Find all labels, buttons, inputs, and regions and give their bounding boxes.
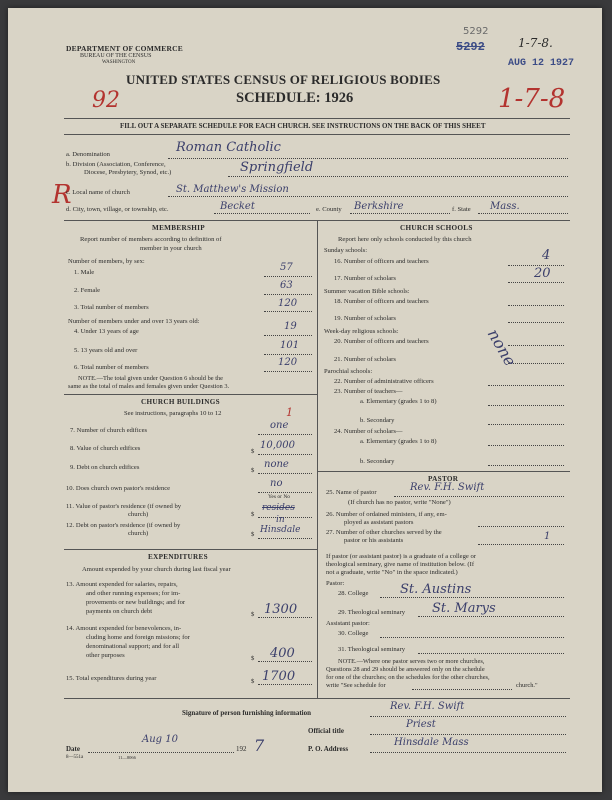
q21: 21. Number of scholars bbox=[334, 356, 396, 363]
q15-dollar: $ bbox=[251, 678, 255, 685]
q9-value: none bbox=[264, 459, 289, 470]
buildings-title: CHURCH BUILDINGS bbox=[141, 398, 220, 406]
q3-value: 120 bbox=[278, 298, 298, 309]
red-number: 92 bbox=[92, 88, 120, 113]
denomination-label: a. Denomination bbox=[66, 151, 110, 158]
county-label: e. County bbox=[316, 206, 342, 213]
q15-total-exp: 15. Total expenditures during year bbox=[66, 675, 157, 682]
q10-own-residence: 10. Does church own pastor's residence bbox=[66, 485, 171, 492]
q27-line2: pastor or his assistants bbox=[344, 537, 404, 544]
q5-over-13: 5. 13 years old and over bbox=[74, 347, 138, 354]
q14-line4: other purposes bbox=[86, 652, 125, 659]
q28-value: St. Austins bbox=[400, 582, 472, 597]
members-by-sex: Number of members, by sex: bbox=[68, 258, 145, 265]
q14-value: 400 bbox=[270, 646, 295, 661]
q2-value: 63 bbox=[280, 280, 293, 291]
q16-value: 4 bbox=[542, 248, 551, 263]
q12-church: church) bbox=[128, 530, 149, 537]
pastor-note-3: for one of the churches; on the schedules for the other churches, bbox=[326, 674, 490, 681]
form-title: UNITED STATES CENSUS OF RELIGIOUS BODIES bbox=[126, 72, 441, 87]
q4-under-13: 4. Under 13 years of age bbox=[74, 328, 139, 335]
assistant-pastor-label: Assistant pastor: bbox=[326, 620, 370, 627]
q9-debt-edifices: 9. Debt on church edifices bbox=[70, 464, 140, 471]
parochial-schools: Parochial schools: bbox=[324, 368, 373, 375]
signature-label: Signature of person furnishing information bbox=[182, 709, 311, 717]
division-value: Springfield bbox=[240, 160, 314, 175]
hand-code-top: 1-7-8. bbox=[518, 36, 553, 50]
q29: 29. Theological seminary bbox=[338, 609, 406, 616]
q13-line3: provements or new buildings; and for bbox=[86, 599, 186, 606]
q8-value: 10,000 bbox=[260, 440, 295, 451]
membership-note-1: NOTE.—The total given under Question 6 should be the bbox=[78, 375, 224, 382]
q14-dollar: $ bbox=[251, 655, 255, 662]
q12-debt-residence: 12. Debt on pastor's residence (if owned by bbox=[66, 522, 181, 529]
q15-value: 1700 bbox=[262, 669, 296, 684]
graduate-note-1: If pastor (or assistant pastor) is a graduate of a college or bbox=[326, 553, 476, 560]
membership-intro-2: member in your church bbox=[140, 245, 202, 252]
buildings-sub: See instructions, paragraphs 10 to 12 bbox=[124, 410, 222, 417]
q23a: a. Elementary (grades 1 to 8) bbox=[360, 398, 437, 405]
summer-schools: Summer vacation Bible schools: bbox=[324, 288, 410, 295]
county-value: Berkshire bbox=[354, 201, 404, 212]
form-number-2: 11—8066 bbox=[118, 755, 136, 760]
yes-or-no-note: Yes or No bbox=[268, 494, 291, 500]
q7-edifices: 7. Number of church edifices bbox=[70, 427, 148, 434]
q12-dollar: $ bbox=[251, 531, 255, 538]
q9-dollar: $ bbox=[251, 467, 255, 474]
q17-value: 20 bbox=[534, 266, 551, 281]
q23b: b. Secondary bbox=[360, 417, 395, 424]
date-value: Aug 10 bbox=[142, 734, 178, 745]
q13-line2: and other running expenses; for im- bbox=[86, 590, 181, 597]
official-title-label: Official title bbox=[308, 727, 344, 735]
q13-value: 1300 bbox=[264, 602, 298, 617]
local-name-label: c. Local name of church bbox=[66, 189, 130, 196]
year-value: 7 bbox=[254, 736, 265, 755]
q20: 20. Number of officers and teachers bbox=[334, 338, 429, 345]
signature-value: Rev. F.H. Swift bbox=[390, 701, 465, 712]
q26-line1: 26. Number of ordained ministers, if any, em- bbox=[326, 511, 447, 518]
instruction-line: FILL OUT A SEPARATE SCHEDULE FOR EACH CHURCH. SEE INSTRUCTIONS ON THE BACK OF THIS SHEET bbox=[120, 122, 486, 130]
address-value: Hinsdale Mass bbox=[394, 737, 469, 748]
sunday-schools: Sunday schools: bbox=[324, 247, 368, 254]
graduate-note-3: not a graduate, write "No" in the space indicated.) bbox=[326, 569, 458, 576]
red-code: 1-7-8 bbox=[498, 84, 566, 114]
q2-female: 2. Female bbox=[74, 287, 101, 294]
q24: 24. Number of scholars— bbox=[334, 428, 403, 435]
division-label: b. Division (Association, Conference, bbox=[66, 161, 166, 168]
pencil-number: 5292 bbox=[463, 26, 489, 37]
q8-dollar: $ bbox=[251, 448, 255, 455]
q28: 28. College bbox=[338, 590, 369, 597]
year-prefix: 192 bbox=[236, 745, 247, 753]
pastor-note-4: write "See schedule for bbox=[326, 682, 386, 689]
bureau-name: BUREAU OF THE CENSUS bbox=[80, 53, 152, 59]
q16: 16. Number of officers and teachers bbox=[334, 258, 429, 265]
q5-value: 101 bbox=[280, 340, 300, 351]
pastor-note-1: NOTE.—Where one pastor serves two or more churches, bbox=[338, 658, 485, 665]
q12-value: Hinsdale bbox=[260, 525, 301, 535]
q14-line1: 14. Amount expended for benevolences, in- bbox=[66, 625, 182, 632]
q11-value-residence: 11. Value of pastor's residence (if owned by bbox=[66, 503, 182, 510]
expenditures-title: EXPENDITURES bbox=[148, 553, 208, 561]
received-date-stamp: AUG 12 1927 bbox=[508, 58, 575, 69]
census-schedule-sheet bbox=[8, 8, 602, 792]
q3-total: 3. Total number of members bbox=[74, 304, 149, 311]
none-scrawl: none bbox=[483, 325, 521, 370]
local-name-value: St. Matthew's Mission bbox=[176, 184, 289, 195]
department-name: DEPARTMENT OF COMMERCE bbox=[66, 44, 183, 53]
city-name: WASHINGTON bbox=[102, 60, 136, 65]
schedule-title: SCHEDULE: 1926 bbox=[236, 90, 354, 106]
q13-line1: 13. Amount expended for salaries, repairs, bbox=[66, 581, 178, 588]
denomination-value: Roman Catholic bbox=[176, 140, 281, 155]
q27-value: 1 bbox=[544, 531, 551, 542]
date-label: Date bbox=[66, 745, 80, 753]
q25: 25. Name of pastor bbox=[326, 489, 377, 496]
q7-value: one bbox=[270, 420, 289, 431]
membership-title: MEMBERSHIP bbox=[152, 224, 205, 232]
q11-church: church) bbox=[128, 511, 149, 518]
city-value: Becket bbox=[220, 201, 255, 212]
official-title-value: Priest bbox=[406, 719, 436, 730]
q22: 22. Number of administrative officers bbox=[334, 378, 434, 385]
membership-intro-1: Report number of members according to definition of bbox=[80, 236, 222, 243]
stamped-number: 5292 bbox=[456, 40, 485, 54]
q7-note: 1 bbox=[286, 406, 293, 419]
expenditures-sub: Amount expended by your church during last fiscal year bbox=[82, 566, 231, 573]
pastor-title: PASTOR bbox=[428, 475, 459, 483]
form-number: 8—551a bbox=[66, 755, 84, 760]
q11-value-cont: in bbox=[276, 515, 285, 525]
schools-title: CHURCH SCHOOLS bbox=[400, 224, 473, 232]
q10-value: no bbox=[270, 478, 283, 489]
q24b: b. Secondary bbox=[360, 458, 395, 465]
q27-line1: 27. Number of other churches served by the bbox=[326, 529, 442, 536]
q1-male: 1. Male bbox=[74, 269, 95, 276]
q23: 23. Number of teachers— bbox=[334, 388, 403, 395]
division-label-2: Diocese, Presbytery, Synod, etc.) bbox=[84, 169, 172, 176]
membership-note-2: same as the total of males and females given under Question 3. bbox=[68, 383, 230, 390]
q13-line4: payments on church debt bbox=[86, 608, 153, 615]
q29-value: St. Marys bbox=[432, 601, 496, 616]
city-label: d. City, town, village, or township, etc. bbox=[66, 206, 169, 213]
q11-value: resides bbox=[262, 503, 295, 513]
q25-note: (If church has no pastor, write "None") bbox=[348, 499, 451, 506]
graduate-note-2: theological seminary, give name of institution below. (If bbox=[326, 561, 475, 568]
q24a: a. Elementary (grades 1 to 8) bbox=[360, 438, 437, 445]
q18: 18. Number of officers and teachers bbox=[334, 298, 429, 305]
q31: 31. Theological seminary bbox=[338, 646, 406, 653]
pastor-note-2: Questions 28 and 29 should be answered only on the schedule bbox=[326, 666, 485, 673]
red-mark: R bbox=[52, 180, 72, 210]
schools-intro: Report here only schools conducted by this church bbox=[338, 236, 472, 243]
pastor-note-5: church." bbox=[516, 682, 538, 689]
pastor-label: Pastor: bbox=[326, 580, 345, 587]
q4-value: 19 bbox=[284, 321, 297, 332]
q11-dollar: $ bbox=[251, 511, 255, 518]
q6-total: 6. Total number of members bbox=[74, 364, 149, 371]
weekday-schools: Week-day religious schools: bbox=[324, 328, 399, 335]
q13-dollar: $ bbox=[251, 611, 255, 618]
address-label: P. O. Address bbox=[308, 745, 349, 753]
members-by-age: Number of members under and over 13 years old: bbox=[68, 318, 200, 325]
q14-line2: cluding home and foreign missions; for bbox=[86, 634, 190, 641]
q30: 30. College bbox=[338, 630, 369, 637]
q17: 17. Number of scholars bbox=[334, 275, 396, 282]
q1-value: 57 bbox=[280, 262, 293, 273]
q6-value: 120 bbox=[278, 357, 298, 368]
q25-value: Rev. F.H. Swift bbox=[410, 482, 485, 493]
q8-value-edifices: 8. Value of church edifices bbox=[70, 445, 141, 452]
state-value: Mass. bbox=[490, 201, 520, 212]
q19: 19. Number of scholars bbox=[334, 315, 396, 322]
q26-line2: ployed as assistant pastors bbox=[344, 519, 414, 526]
state-label: f. State bbox=[452, 206, 471, 213]
q14-line3: denominational support; and for all bbox=[86, 643, 180, 650]
